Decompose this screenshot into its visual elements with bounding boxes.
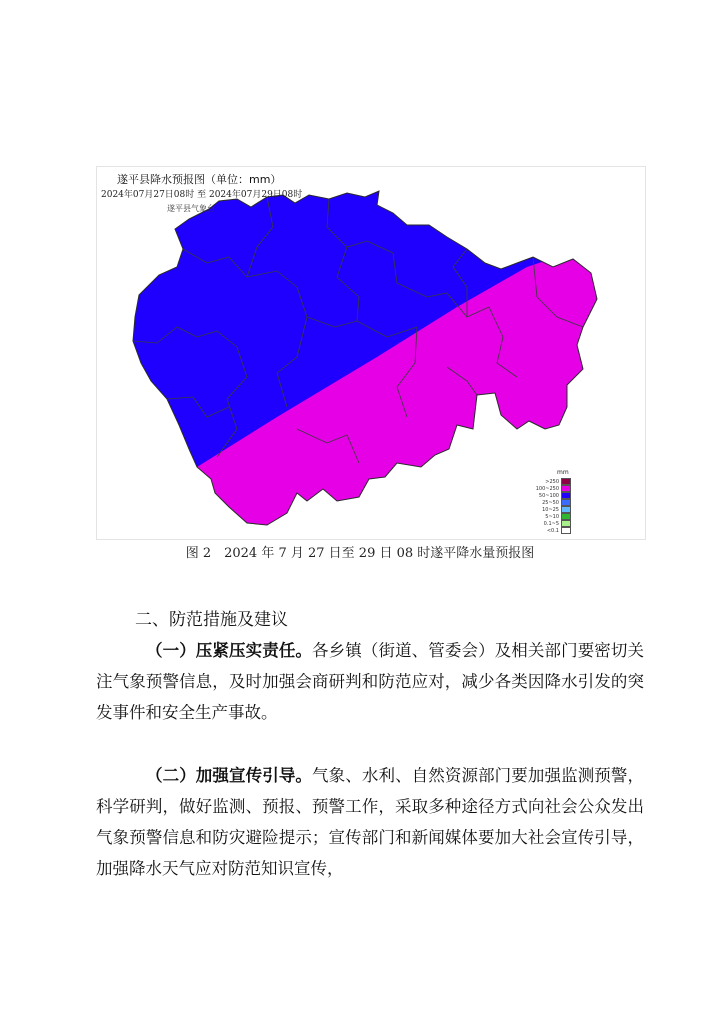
legend-row xyxy=(531,506,571,513)
legend-swatch xyxy=(561,513,571,520)
figure-caption: 图 2 2024 年 7 月 27 日至 29 日 08 时遂平降水量预报图 xyxy=(185,546,535,561)
map-source: 遂平县气象台 xyxy=(167,204,215,213)
paragraph-lead: （一）压紧压实责任。 xyxy=(146,641,313,660)
legend-label: 5~10 xyxy=(545,513,559,520)
section-heading: 二、防范措施及建议 xyxy=(135,610,288,630)
legend-row xyxy=(531,485,571,492)
legend-row xyxy=(531,520,571,527)
map-legend xyxy=(531,469,571,534)
legend-label: 0.1~5 xyxy=(543,520,559,527)
legend-label: 10~25 xyxy=(542,506,559,513)
paragraph-lead: （二）加强宣传引导。 xyxy=(146,766,313,785)
legend-swatch xyxy=(561,527,571,534)
legend-swatch xyxy=(561,478,571,485)
legend-label: 25~50 xyxy=(542,499,559,506)
legend-row xyxy=(531,527,571,534)
legend-swatch xyxy=(561,506,571,513)
legend-row xyxy=(531,499,571,506)
legend-swatch xyxy=(561,499,571,506)
legend-label: >250 xyxy=(545,478,559,485)
legend-label: 100~250 xyxy=(535,485,559,492)
legend-swatch xyxy=(561,485,571,492)
paragraph-body: 气象、水利、自然资源部门要加强监测预警，科学研判，做好监测、预报、预警工作，采取多种途径方式向社会公众发出气象预警信息和防灾避险提示；宣传部门和新闻媒体要加大社会宣传引导，加强降水天气应对防范知识宣传， xyxy=(96,766,645,878)
forecast-map-figure xyxy=(96,166,646,540)
legend-row xyxy=(531,492,571,499)
paragraph-body: 各乡镇（街道、管委会）及相关部门要密切关注气象预警信息，及时加强会商研判和防范应对，减少各类因降水引发的突发事件和安全生产事故。 xyxy=(96,641,645,722)
legend-label: 50~100 xyxy=(538,492,559,499)
legend-row xyxy=(531,478,571,485)
legend-swatch xyxy=(561,520,571,527)
legend-swatch xyxy=(561,492,571,499)
map-title: 遂平县降水预报图（单位：mm） xyxy=(117,173,282,186)
paragraph-responsibility xyxy=(96,635,644,728)
map-period: 2024年07月27日08时 至 2024年07月29日08时 xyxy=(101,190,303,200)
legend-unit: mm xyxy=(557,469,569,476)
legend-row xyxy=(531,513,571,520)
paragraph-publicity xyxy=(96,760,644,884)
legend-label: <0.1 xyxy=(546,527,559,534)
